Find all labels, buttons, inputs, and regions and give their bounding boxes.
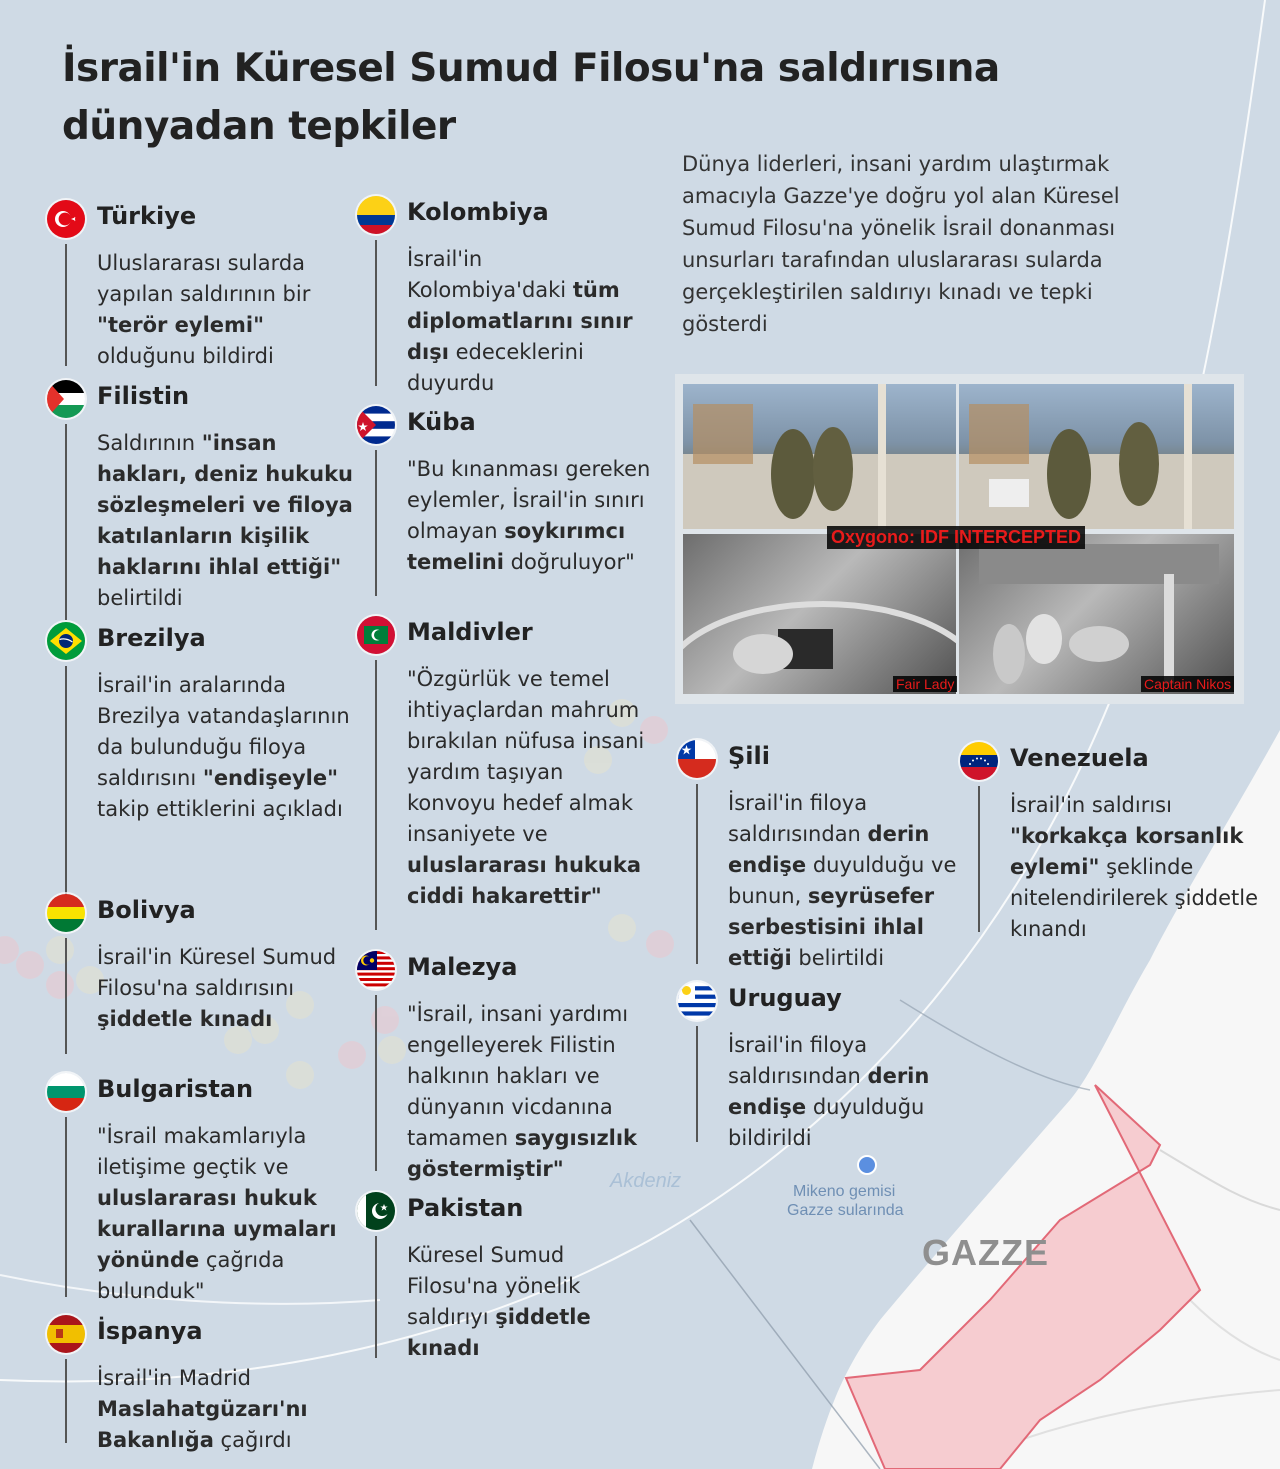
country-name-turkiye: Türkiye bbox=[97, 202, 197, 230]
timeline-line bbox=[375, 995, 377, 1171]
ship-label-line1: Mikeno gemisi bbox=[793, 1183, 896, 1200]
timeline-line bbox=[375, 660, 377, 930]
malaysia-flag-icon bbox=[357, 951, 395, 989]
country-name-filistin: Filistin bbox=[97, 382, 190, 410]
timeline-line bbox=[375, 1236, 377, 1358]
text-segment: Saldırının bbox=[97, 431, 202, 455]
emphasis-text: uluslararası hukuka ciddi hakarettir" bbox=[407, 853, 641, 908]
emphasis-text: şiddetle kınadı bbox=[97, 1007, 273, 1031]
text-segment: "Özgürlük ve temel ihtiyaçlardan mahrum bırakılan nüfusa insani yardım taşıyan konvoyu hedef almak insaniyete ve bbox=[407, 667, 645, 846]
soldiers-illustration bbox=[683, 384, 956, 529]
text-segment: İsrail'in Madrid bbox=[97, 1366, 252, 1390]
title-line-1: İsrail'in Küresel Sumud Filosu'na saldırısına bbox=[62, 46, 1000, 91]
text-segment: doğruluyor" bbox=[503, 550, 635, 574]
photo-soldiers-2 bbox=[959, 384, 1234, 529]
reaction-malezya bbox=[407, 999, 663, 1185]
country-name-ispanya: İspanya bbox=[97, 1317, 203, 1345]
text-segment: İsrail'in filoya saldırısından bbox=[728, 791, 868, 846]
photo-caption-right: Captain Nikos bbox=[1141, 676, 1234, 692]
country-name-sili: Şili bbox=[728, 742, 770, 770]
intro-text: Dünya liderleri, insani yardım ulaştırmak amacıyla Gazze'ye doğru yol alan Küresel Sumud Filosu'na yönelik İsrail donanması unsurları tarafından uluslararası sularda gerçekleştirilen saldırıyı kınadı ve tepki gösterdi bbox=[682, 152, 1120, 336]
country-name-brezilya: Brezilya bbox=[97, 624, 206, 652]
timeline-line bbox=[65, 424, 67, 620]
text-segment: İsrail'in aralarında Brezilya vatandaşlarının da bulunduğu filoya saldırısını bbox=[97, 673, 350, 790]
reaction-pakistan bbox=[407, 1240, 627, 1364]
emphasis-text: saygısızlık göstermiştir" bbox=[407, 1126, 638, 1181]
photo-cabin-2 bbox=[959, 534, 1234, 694]
text-segment: İsrail'in Küresel Sumud Filosu'na saldırısını bbox=[97, 945, 337, 1000]
emphasis-text: "endişeyle" bbox=[202, 766, 339, 790]
text-segment: çağırdı bbox=[213, 1428, 292, 1452]
brazil-flag-icon bbox=[47, 622, 85, 660]
maldives-flag-icon bbox=[357, 616, 395, 654]
turkey-flag-icon bbox=[47, 200, 85, 238]
photo-cabin-1 bbox=[683, 534, 956, 694]
text-segment: duyulduğu ve bunun, bbox=[728, 853, 957, 908]
reaction-maldivler bbox=[407, 664, 657, 912]
colombia-flag-icon bbox=[357, 196, 395, 234]
text-segment: İsrail'in filoya saldırısından bbox=[728, 1033, 868, 1088]
emphasis-text: derin endişe bbox=[728, 822, 930, 877]
timeline-line bbox=[696, 1026, 698, 1142]
text-segment: "İsrail, insani yardımı engelleyerek Filistin halkının hakları ve dünyanın vicdanına tamamen bbox=[407, 1002, 629, 1150]
photo-soldiers-1 bbox=[683, 384, 956, 529]
ship-label-line2: Gazze sularında bbox=[787, 1202, 904, 1219]
palestine-flag-icon bbox=[47, 380, 85, 418]
emphasis-text: seyrüsefer serbestisini ihlal ettiği bbox=[728, 884, 935, 970]
emphasis-text: "insan hakları, deniz hukuku sözleşmeleri ve filoya katılanların kişilik haklarını ihlal ettiği" bbox=[97, 431, 353, 579]
text-segment: edeceklerini duyurdu bbox=[407, 340, 584, 395]
text-segment: İsrail'in Kolombiya'daki bbox=[407, 247, 573, 302]
gaza-label: GAZZE bbox=[922, 1232, 1049, 1273]
text-segment: olduğunu bildirdi bbox=[97, 344, 274, 368]
photo-caption-left: Fair Lady bbox=[893, 676, 957, 692]
text-segment: takip ettiklerini açıkladı bbox=[97, 797, 343, 821]
bulgaria-flag-icon bbox=[47, 1073, 85, 1111]
emphasis-text: derin endişe bbox=[728, 1064, 930, 1119]
text-segment: belirtildi bbox=[791, 946, 885, 970]
timeline-line bbox=[375, 240, 377, 386]
title-line-2: dünyadan tepkiler bbox=[62, 104, 456, 149]
bolivia-flag-icon bbox=[47, 894, 85, 932]
reaction-filistin bbox=[97, 428, 357, 614]
emphasis-text: "korkakça korsanlık eylemi" bbox=[1010, 824, 1244, 879]
venezuela-flag-icon bbox=[960, 742, 998, 780]
cabin-illustration bbox=[683, 534, 956, 694]
reaction-turkiye bbox=[97, 248, 357, 372]
country-name-kuba: Küba bbox=[407, 408, 476, 436]
timeline-line bbox=[978, 786, 980, 932]
timeline-line bbox=[65, 244, 67, 366]
photo-caption-main: Oxygono: IDF INTERCEPTED bbox=[827, 526, 1085, 549]
reaction-kolombiya bbox=[407, 244, 647, 399]
reaction-brezilya bbox=[97, 670, 359, 825]
soldiers-illustration-2 bbox=[959, 384, 1234, 529]
country-name-maldivler: Maldivler bbox=[407, 618, 533, 646]
country-name-pakistan: Pakistan bbox=[407, 1194, 524, 1222]
reaction-bulgaristan bbox=[97, 1121, 357, 1307]
timeline-line bbox=[65, 1117, 67, 1297]
emphasis-text: tüm diplomatlarını sınır dışı bbox=[407, 278, 633, 364]
country-name-bulgaristan: Bulgaristan bbox=[97, 1075, 254, 1103]
cuba-flag-icon bbox=[357, 406, 395, 444]
timeline-line bbox=[375, 450, 377, 596]
country-name-bolivya: Bolivya bbox=[97, 896, 196, 924]
timeline-line bbox=[65, 666, 67, 896]
sea-label: Akdeniz bbox=[610, 1170, 682, 1192]
reaction-kuba bbox=[407, 454, 669, 578]
text-segment: duyulduğu bildirildi bbox=[728, 1095, 925, 1150]
uruguay-flag-icon bbox=[678, 982, 716, 1020]
reaction-ispanya bbox=[97, 1363, 357, 1456]
timeline-line bbox=[65, 1359, 67, 1443]
text-segment: İsrail'in saldırısı bbox=[1010, 793, 1172, 817]
text-segment: "Bu kınanması gereken eylemler, İsrail'in sınırı olmayan bbox=[407, 457, 651, 543]
country-name-kolombiya: Kolombiya bbox=[407, 198, 549, 226]
spain-flag-icon bbox=[47, 1315, 85, 1353]
page-title bbox=[62, 40, 1062, 156]
text-segment: çağrıda bulunduk" bbox=[97, 1248, 285, 1303]
reaction-sili bbox=[728, 788, 980, 974]
ship-marker bbox=[858, 1156, 876, 1174]
timeline-line bbox=[696, 784, 698, 964]
reaction-venezuela bbox=[1010, 790, 1260, 945]
timeline-line bbox=[65, 938, 67, 1054]
country-name-malezya: Malezya bbox=[407, 953, 518, 981]
emphasis-text: Maslahatgüzarı'nı Bakanlığa bbox=[97, 1397, 308, 1452]
emphasis-text: "terör eylemi" bbox=[97, 313, 265, 337]
reaction-uruguay bbox=[728, 1030, 968, 1154]
emphasis-text: şiddetle kınadı bbox=[407, 1305, 591, 1360]
emphasis-text: uluslararası hukuk kurallarına uymaları yönünde bbox=[97, 1186, 337, 1272]
country-name-uruguay: Uruguay bbox=[728, 984, 842, 1012]
text-segment: belirtildi bbox=[97, 586, 183, 610]
emphasis-text: soykırımcı temelini bbox=[407, 519, 626, 574]
reaction-bolivya bbox=[97, 942, 337, 1035]
text-segment: Uluslararası sularda yapılan saldırının bir bbox=[97, 251, 311, 306]
chile-flag-icon bbox=[678, 740, 716, 778]
photo-collage bbox=[675, 374, 1244, 704]
pakistan-flag-icon bbox=[357, 1192, 395, 1230]
cabin-illustration-2 bbox=[959, 534, 1234, 694]
text-segment: şeklinde nitelendirilerek şiddetle kınandı bbox=[1010, 855, 1259, 941]
country-name-venezuela: Venezuela bbox=[1010, 744, 1149, 772]
text-segment: Küresel Sumud Filosu'na yönelik saldırıyı bbox=[407, 1243, 581, 1329]
text-segment: "İsrail makamlarıyla iletişime geçtik ve bbox=[97, 1124, 307, 1179]
